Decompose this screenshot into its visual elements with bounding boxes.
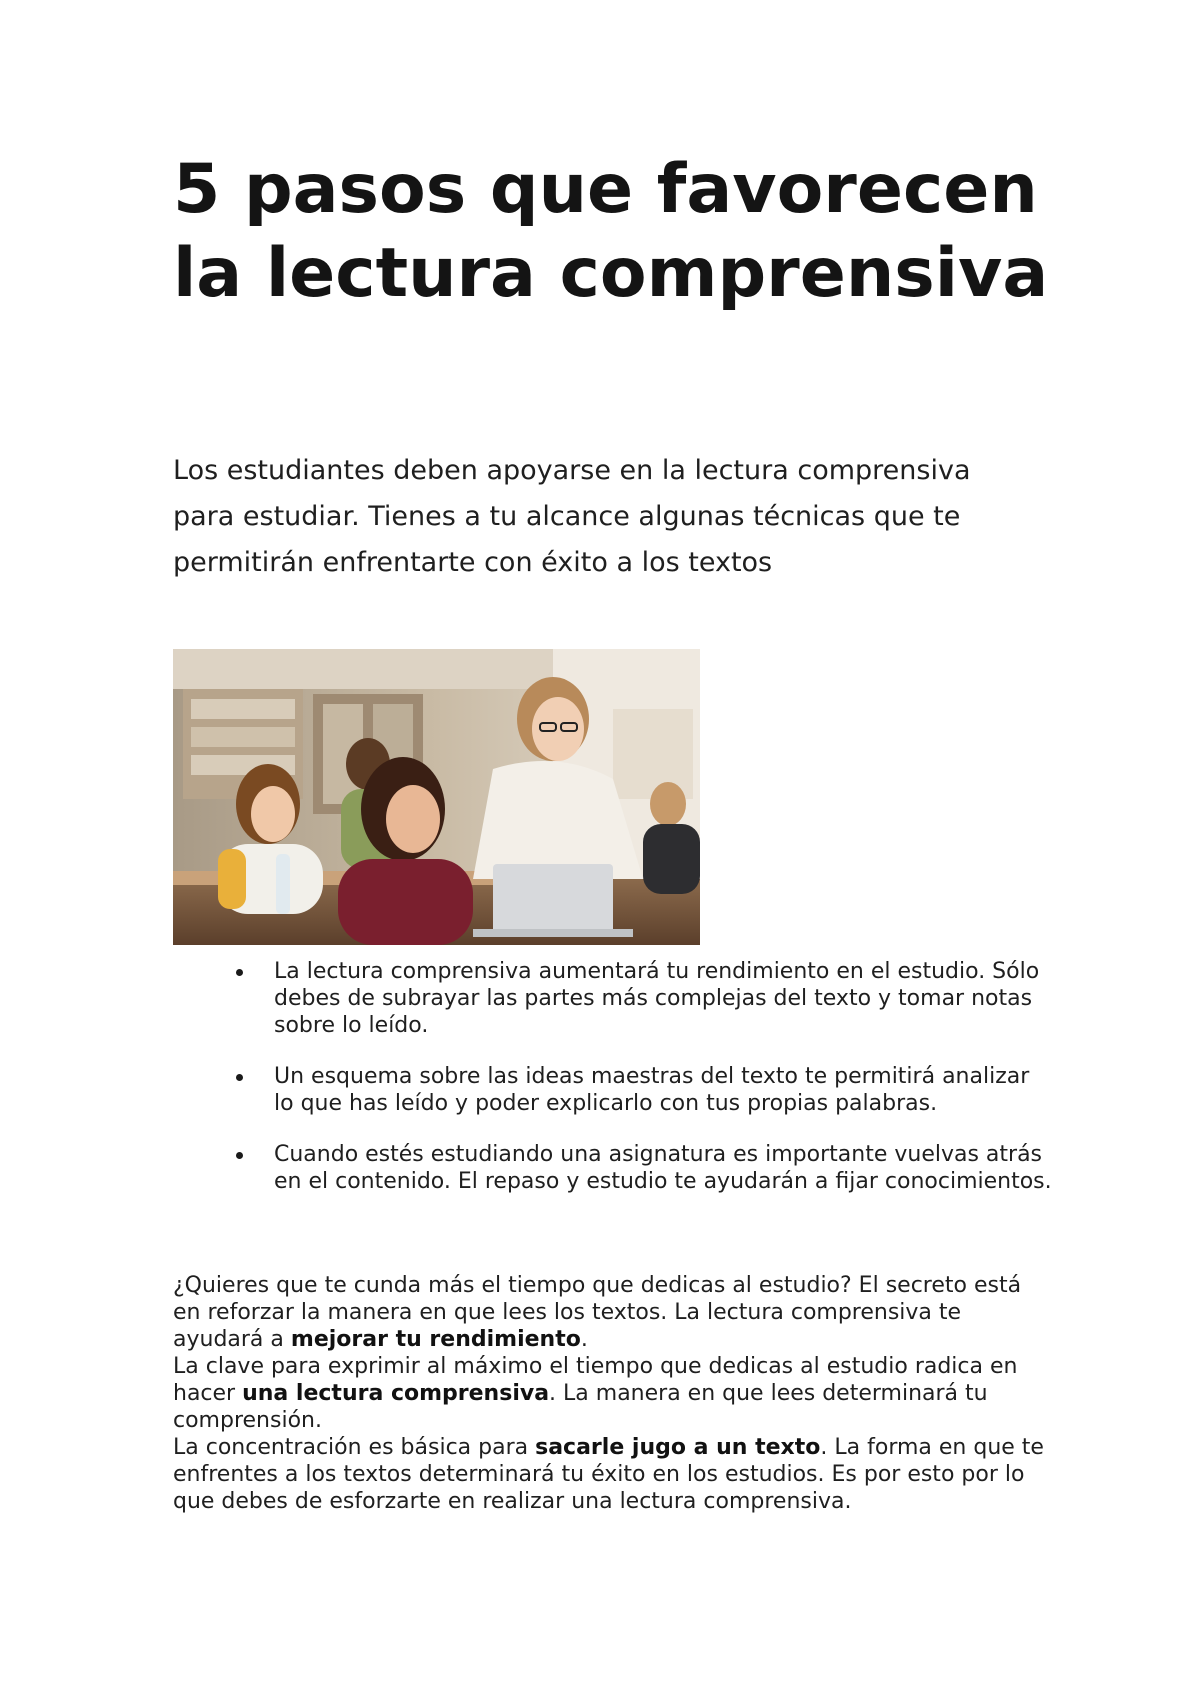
article-body (173, 1272, 1053, 1515)
bullet-icon (236, 969, 243, 976)
paragraph (173, 1272, 1053, 1353)
paragraph (173, 1434, 1053, 1515)
article-title: 5 pasos que favorecen la lectura comprensiva (173, 150, 1049, 313)
list-item (173, 1063, 1053, 1117)
bullet-icon (236, 1152, 243, 1159)
paragraph (173, 1353, 1053, 1434)
paragraph-text: La concentración es básica para (173, 1435, 536, 1460)
list-item-text: Cuando estés estudiando una asignatura es importante vuelvas atrás en el contenido. El repaso y estudio te ayudarán a fijar conocimientos. (274, 1142, 1052, 1194)
paragraph-emphasis: mejorar tu rendimiento (290, 1327, 581, 1352)
classroom-photo (173, 649, 700, 945)
list-item (173, 1141, 1053, 1195)
list-item-text: Un esquema sobre las ideas maestras del texto te permitirá analizar lo que has leído y poder explicarlo con tus propias palabras. (274, 1064, 1030, 1116)
paragraph-text: La clave para exprimir al máximo el tiempo que dedicas al estudio radica en hacer (173, 1354, 1018, 1406)
paragraph-text: . La forma en que te enfrentes a los textos determinará tu éxito en los estudios. Es por esto por lo que debes de esforzarte en realizar una lectura comprensiva. (173, 1435, 1044, 1514)
paragraph-emphasis: una lectura comprensiva (242, 1381, 550, 1406)
list-item-text: La lectura comprensiva aumentará tu rendimiento en el estudio. Sólo debes de subrayar las partes más complejas del texto y tomar notas sobre lo leído. (274, 959, 1040, 1038)
paragraph-text: . (580, 1327, 588, 1352)
bullet-icon (236, 1074, 243, 1081)
article-subtitle: Los estudiantes deben apoyarse en la lectura comprensiva para estudiar. Tienes a tu alcance algunas técnicas que te permitirán enfrentarte con éxito a los textos (173, 455, 971, 578)
paragraph-text: ¿Quieres que te cunda más el tiempo que dedicas al estudio? El secreto está en reforzar la manera en que lees los textos. La lectura comprensiva te ayudará a (173, 1273, 1022, 1352)
tips-list (173, 958, 1053, 1219)
list-item (173, 958, 1053, 1039)
paragraph-emphasis: sacarle jugo a un texto (535, 1435, 821, 1460)
paragraph-text: . La manera en que lees determinará tu comprensión. (173, 1381, 988, 1433)
